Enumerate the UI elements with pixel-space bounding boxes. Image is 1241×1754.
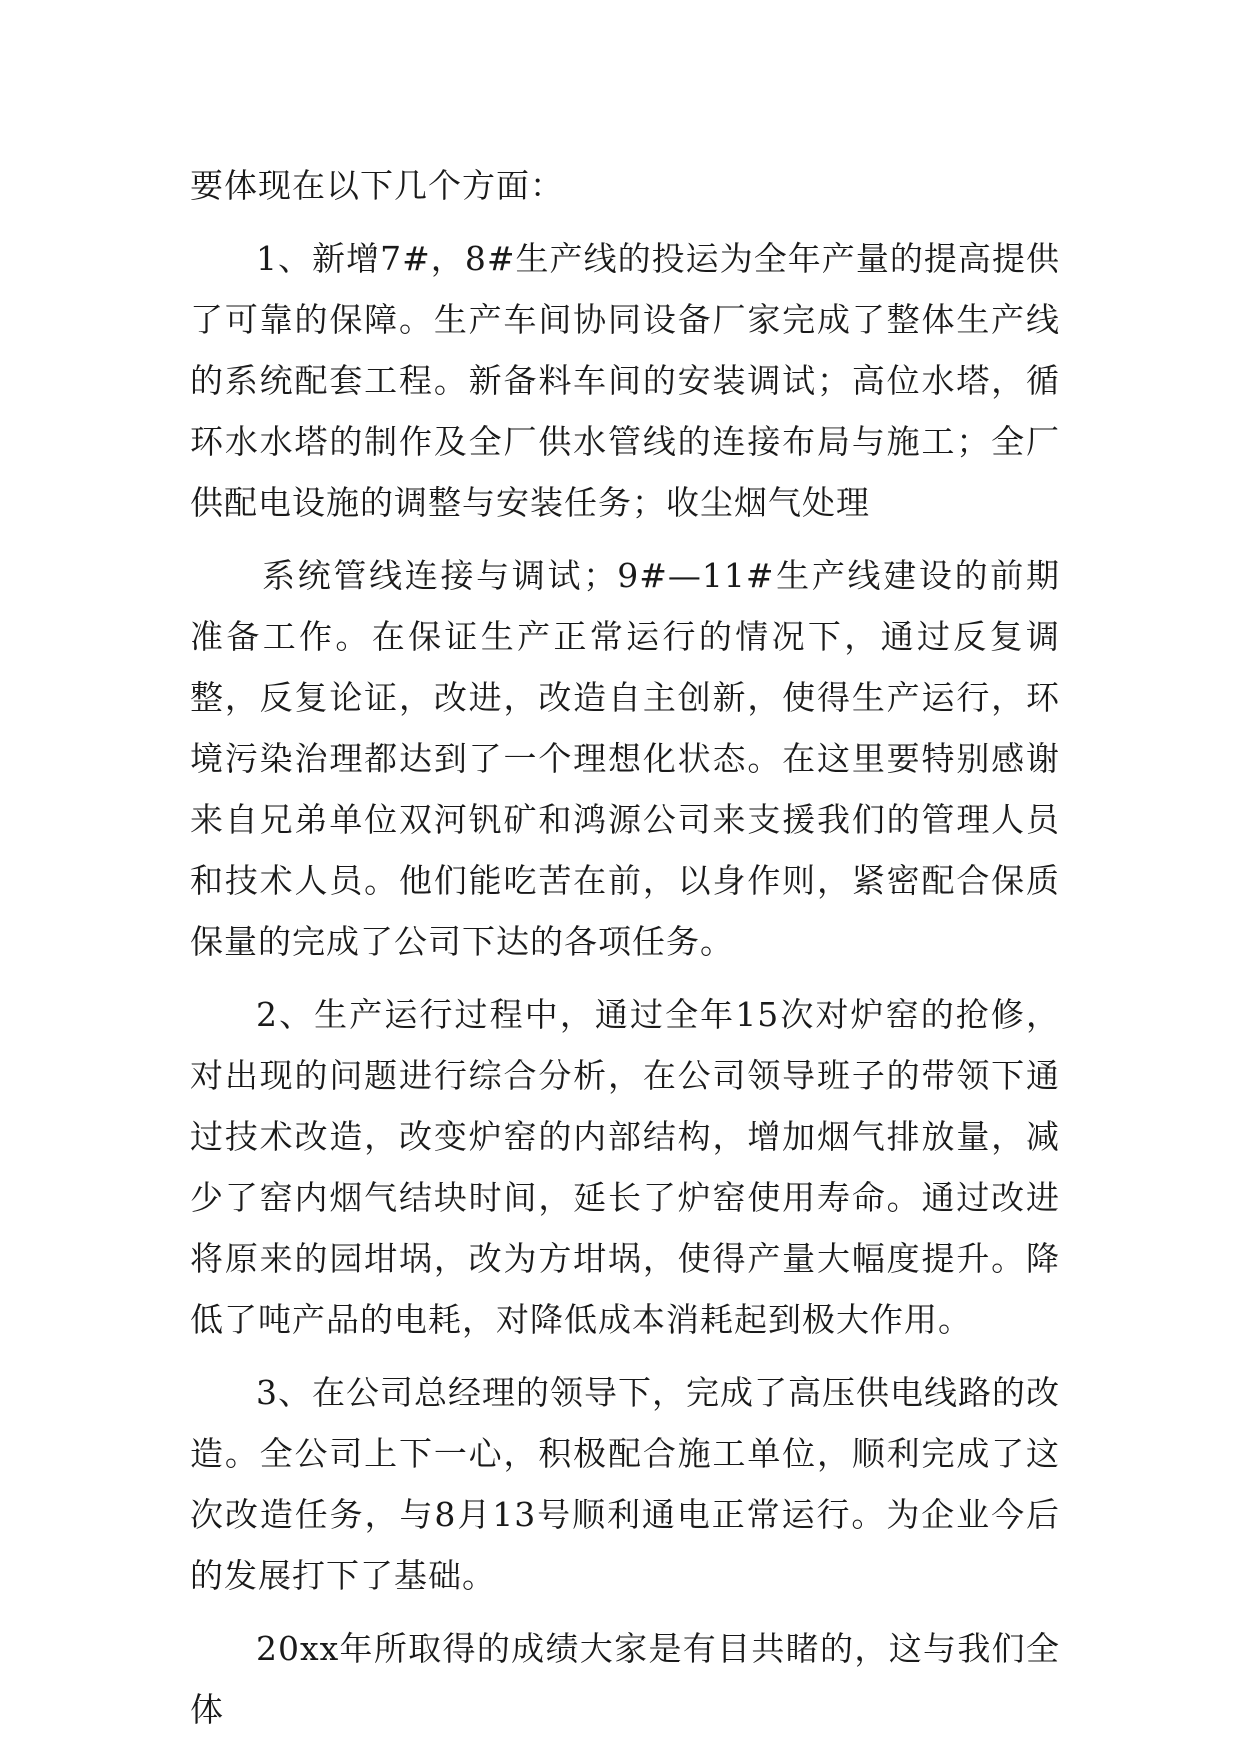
paragraph-summary: 20xx年所取得的成绩大家是有目共睹的，这与我们全体 [190,1629,1060,1729]
paragraph-item-2: 2、生产运行过程中，通过全年15次对炉窑的抢修，对出现的问题进行综合分析，在公司领导班子的带领下通过技术改造，改变炉窑的内部结构，增加烟气排放量，减少了窑内烟气结块时间，延长了炉窑使用寿命。通过改进将原来的园坩埚，改为方坩埚，使得产量大幅度提升。降低了吨产品的电耗，对降低成本消耗起到极大作用。 [190,995,1060,1339]
document-body [190,155,1060,1740]
paragraph-item-1: 1、新增7#，8#生产线的投运为全年产量的提高提供了可靠的保障。生产车间协同设备厂家完成了整体生产线的系统配套工程。新备料车间的安装调试；高位水塔，循环水水塔的制作及全厂供水管线的连接布局与施工；全厂供配电设施的调整与安装任务；收尘烟气处理 [190,239,1060,522]
paragraph-item-3: 3、在公司总经理的领导下，完成了高压供电线路的改造。全公司上下一心，积极配合施工单位，顺利完成了这次改造任务，与8月13号顺利通电正常运行。为企业今后的发展打下了基础。 [190,1373,1060,1595]
paragraph-intro: 要体现在以下几个方面： [190,166,564,205]
paragraph-item-1-continued: 系统管线连接与调试；9#—11#生产线建设的前期准备工作。在保证生产正常运行的情况下，通过反复调整，反复论证，改进，改造自主创新，使得生产运行，环境污染治理都达到了一个理想化状态。在这里要特别感谢来自兄弟单位双河钒矿和鸿源公司来支援我们的管理人员和技术人员。他们能吃苦在前，以身作则，紧密配合保质保量的完成了公司下达的各项任务。 [190,556,1060,961]
